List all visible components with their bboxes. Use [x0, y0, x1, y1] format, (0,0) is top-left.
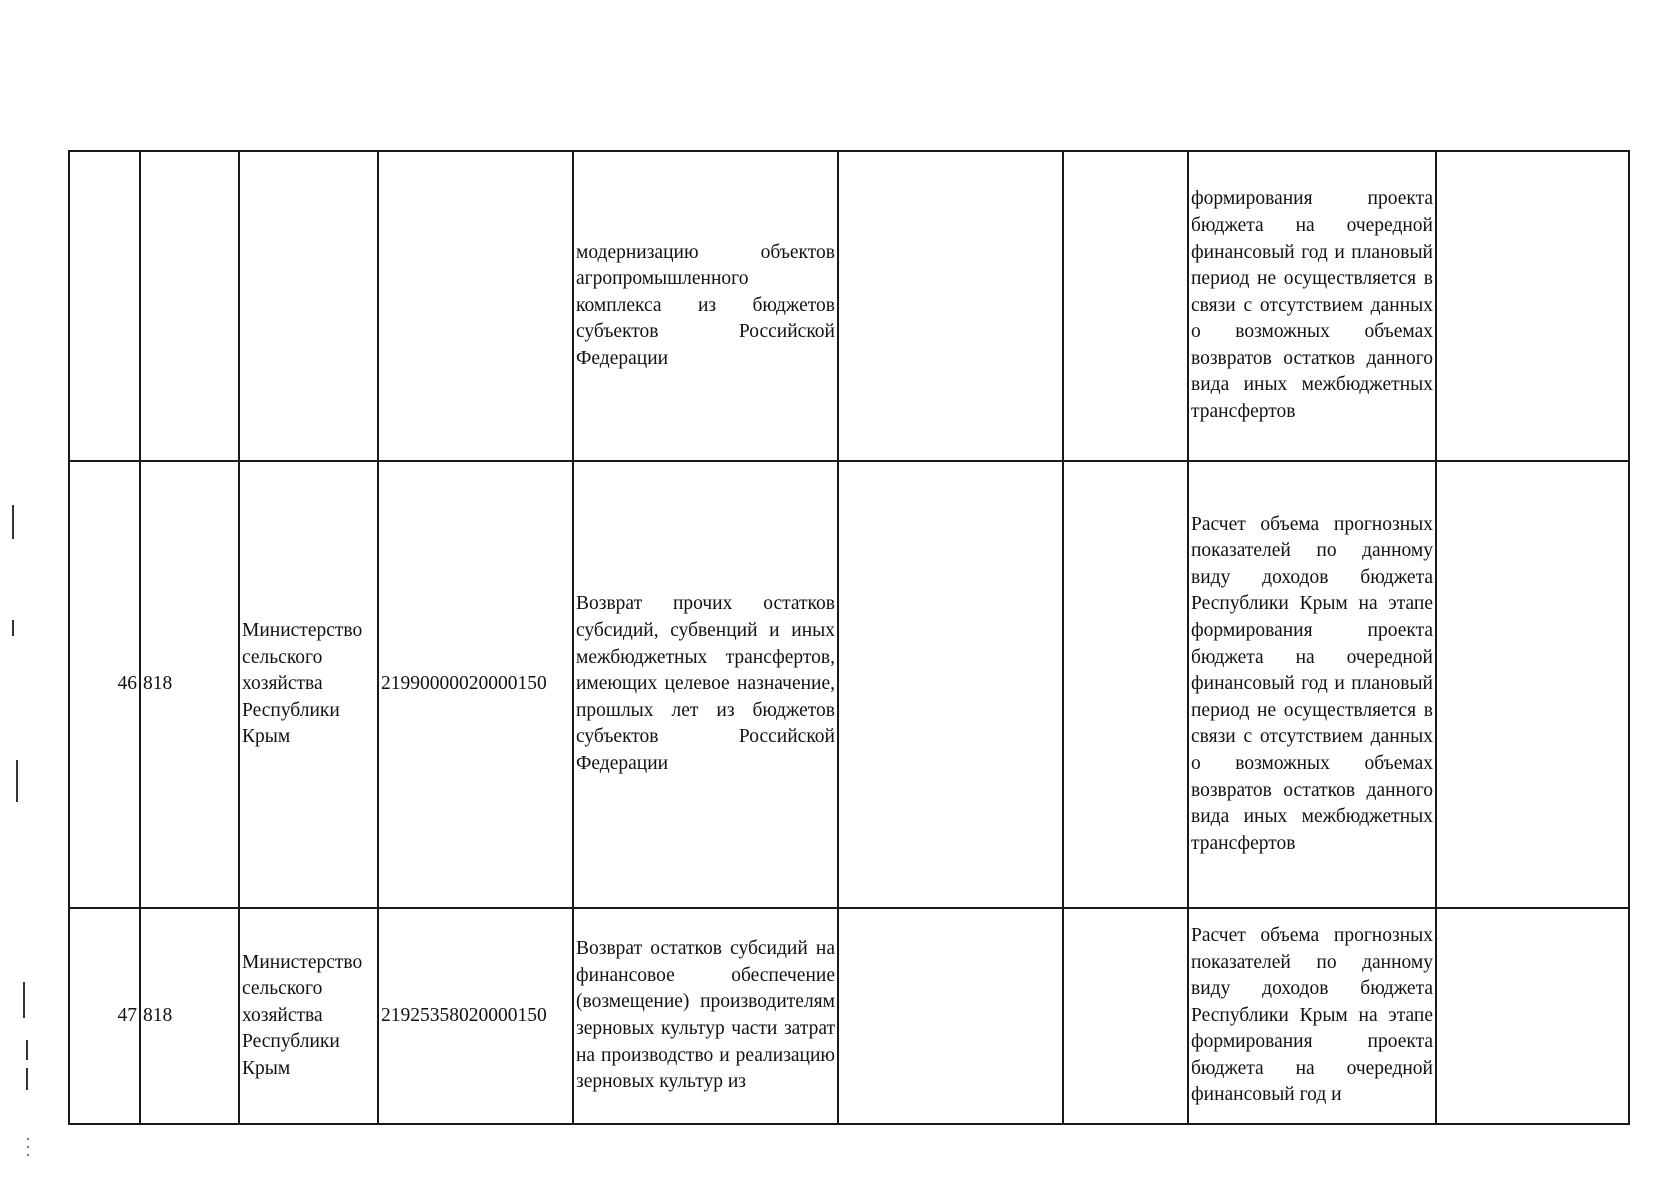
- calculation-method: Расчет объема прогнозных показателей по данному виду доходов бюджета Республики Крым на этапе формирования проекта бюджета на очередной финансовый год и плановый период не осуществляется в связи с отсутствием данных о возможных объемах возвратов остатков данного вида иных межбюджетных трансфертов: [1188, 461, 1436, 908]
- scan-artifact: [27, 1138, 29, 1140]
- empty-cell: [1436, 461, 1629, 908]
- table-row: [69, 151, 1629, 461]
- empty-cell: [838, 151, 1063, 461]
- administrator-name: [239, 151, 378, 461]
- admin-code: 818: [140, 908, 239, 1124]
- calculation-method: Расчет объема прогнозных показателей по данному виду доходов бюджета Республики Крым на этапе формирования проекта бюджета на очередной финансовый год и: [1188, 908, 1436, 1124]
- revenue-name: Возврат остатков субсидий на финансовое обеспечение (возмещение) производителям зерновых культур части затрат на производство и реализацию зерновых культур из: [573, 908, 838, 1124]
- empty-cell: [1063, 908, 1188, 1124]
- empty-cell: [838, 908, 1063, 1124]
- table-row: [69, 908, 1629, 1124]
- revenue-name: Возврат прочих остатков субсидий, субвенций и иных межбюджетных трансфертов, имеющих целевое назначение, прошлых лет из бюджетов субъектов Российской Федерации: [573, 461, 838, 908]
- revenue-forecast-table: [68, 150, 1630, 1125]
- empty-cell: [1436, 151, 1629, 461]
- scan-artifact: [26, 1068, 28, 1090]
- budget-classification-code: [378, 151, 573, 461]
- administrator-name: Министерство сельского хозяйства Республики Крым: [239, 461, 378, 908]
- calculation-method: формирования проекта бюджета на очередной финансовый год и плановый период не осуществляется в связи с отсутствием данных о возможных объемах возвратов остатков данного вида иных межбюджетных трансфертов: [1188, 151, 1436, 461]
- row-number: 46: [69, 461, 140, 908]
- scan-artifact: [16, 760, 18, 802]
- empty-cell: [1063, 151, 1188, 461]
- empty-cell: [1063, 461, 1188, 908]
- admin-code: [140, 151, 239, 461]
- budget-classification-code: 21925358020000150: [378, 908, 573, 1124]
- scan-artifact: [27, 1146, 29, 1148]
- budget-classification-code: 21990000020000150: [378, 461, 573, 908]
- administrator-name: Министерство сельского хозяйства Республики Крым: [239, 908, 378, 1124]
- row-number: 47: [69, 908, 140, 1124]
- row-number: [69, 151, 140, 461]
- scan-artifact: [12, 505, 14, 539]
- table-row: [69, 461, 1629, 908]
- empty-cell: [838, 461, 1063, 908]
- scan-artifact: [12, 620, 14, 636]
- scan-artifact: [26, 1040, 28, 1060]
- revenue-name: модернизацию объектов агропромышленного комплекса из бюджетов субъектов Российской Федерации: [573, 151, 838, 461]
- scan-artifact: [27, 1154, 29, 1156]
- empty-cell: [1436, 908, 1629, 1124]
- admin-code: 818: [140, 461, 239, 908]
- scan-artifact: [23, 982, 25, 1018]
